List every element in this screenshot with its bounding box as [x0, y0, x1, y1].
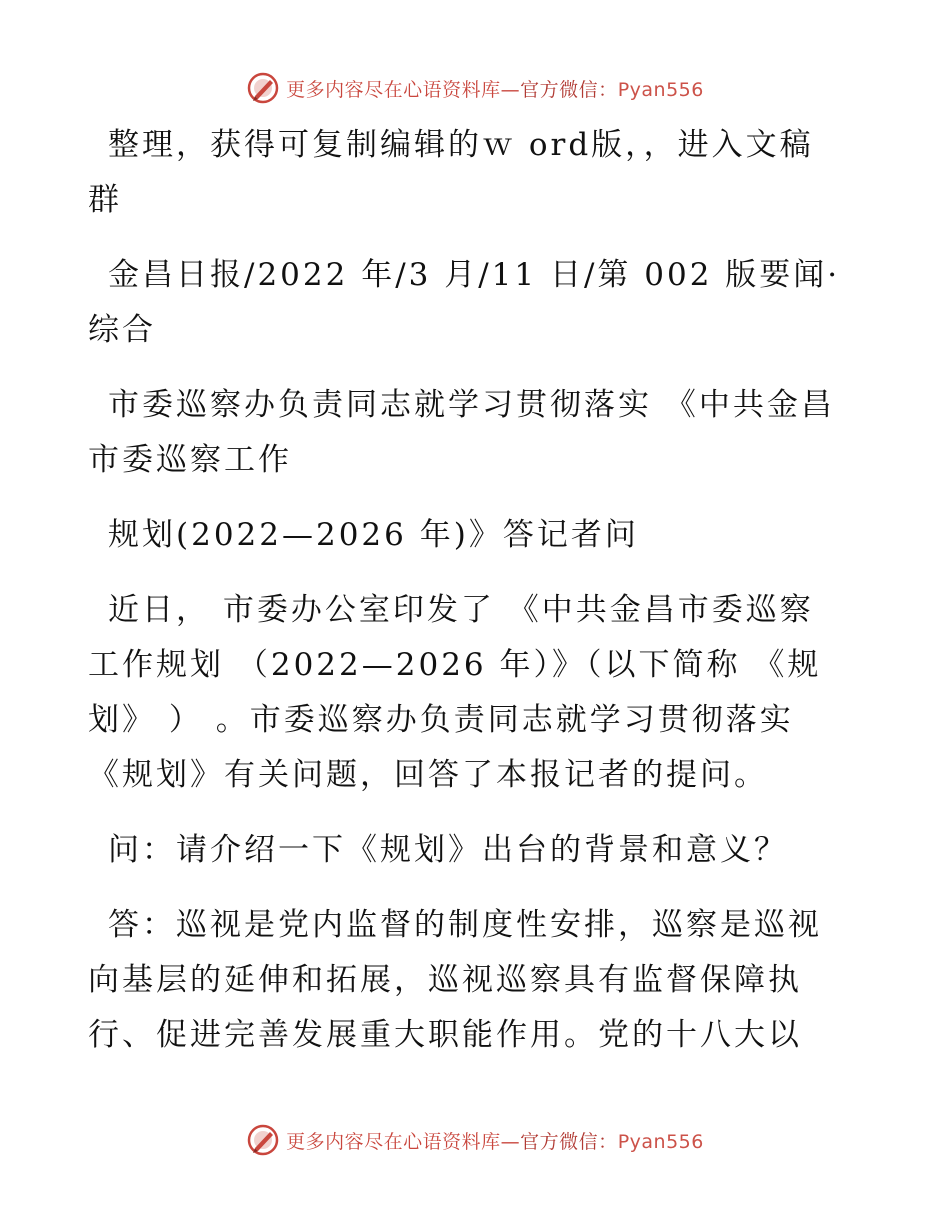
pen-logo-icon [246, 71, 280, 105]
text-line: 近日， 市委办公室印发了 《中共金昌市委巡察 [108, 592, 814, 628]
text-line: 市委巡察工作 [88, 442, 292, 478]
watermark-text [286, 1127, 704, 1154]
text-line: 工作规划 （2022—2026 年）》（以下简称 《规 [88, 647, 822, 683]
watermark-wechat-id: Pyan556 [617, 78, 704, 101]
text-line: 《规划》有关问题，回答了本报记者的提问。 [88, 757, 768, 793]
text-line: 行、促进完善发展重大职能作用。党的十八大以 [88, 1017, 802, 1053]
paragraph-source [88, 248, 858, 358]
pen-logo-icon [246, 1123, 280, 1157]
document-body [88, 118, 858, 1083]
text-line: 划》 ） 。市委巡察办负责同志就学习贯彻落实 [88, 702, 794, 738]
text-line: 问：请介绍一下《规划》出台的背景和意义？ [108, 832, 788, 868]
watermark-separator: — [500, 78, 521, 101]
paragraph-answer [88, 898, 858, 1063]
footer-watermark [0, 1120, 950, 1160]
paragraph-headline-cont [98, 508, 858, 563]
text-line: 金昌日报/2022 年/3 月/11 日/第 002 版要闻· [108, 257, 841, 293]
paragraph-lead [88, 583, 858, 803]
watermark-official-label: 官方微信： [520, 78, 618, 101]
watermark-separator: — [500, 1130, 521, 1153]
text-line: 市委巡察办负责同志就学习贯彻落实 《中共金昌 [108, 387, 835, 423]
text-line: 规划(2022—2026 年)》答记者问 [108, 517, 639, 553]
watermark-brand: 更多内容尽在心语资料库 [286, 78, 501, 101]
paragraph-headline [88, 378, 858, 488]
header-watermark [0, 68, 950, 108]
text-line: 综合 [88, 312, 156, 348]
text-line: 答：巡视是党内监督的制度性安排，巡察是巡视 [108, 907, 822, 943]
text-line: 整理，获得可复制编辑的ｗ ord版，，进入文稿 [108, 127, 814, 163]
paragraph-intro-note [88, 118, 858, 228]
watermark-official-label: 官方微信： [520, 1130, 618, 1153]
text-line: 向基层的延伸和拓展，巡视巡察具有监督保障执 [88, 962, 802, 998]
watermark-brand: 更多内容尽在心语资料库 [286, 1130, 501, 1153]
watermark-text [286, 75, 704, 102]
paragraph-question [98, 823, 858, 878]
text-line: 群 [88, 182, 122, 218]
watermark-wechat-id: Pyan556 [617, 1130, 704, 1153]
